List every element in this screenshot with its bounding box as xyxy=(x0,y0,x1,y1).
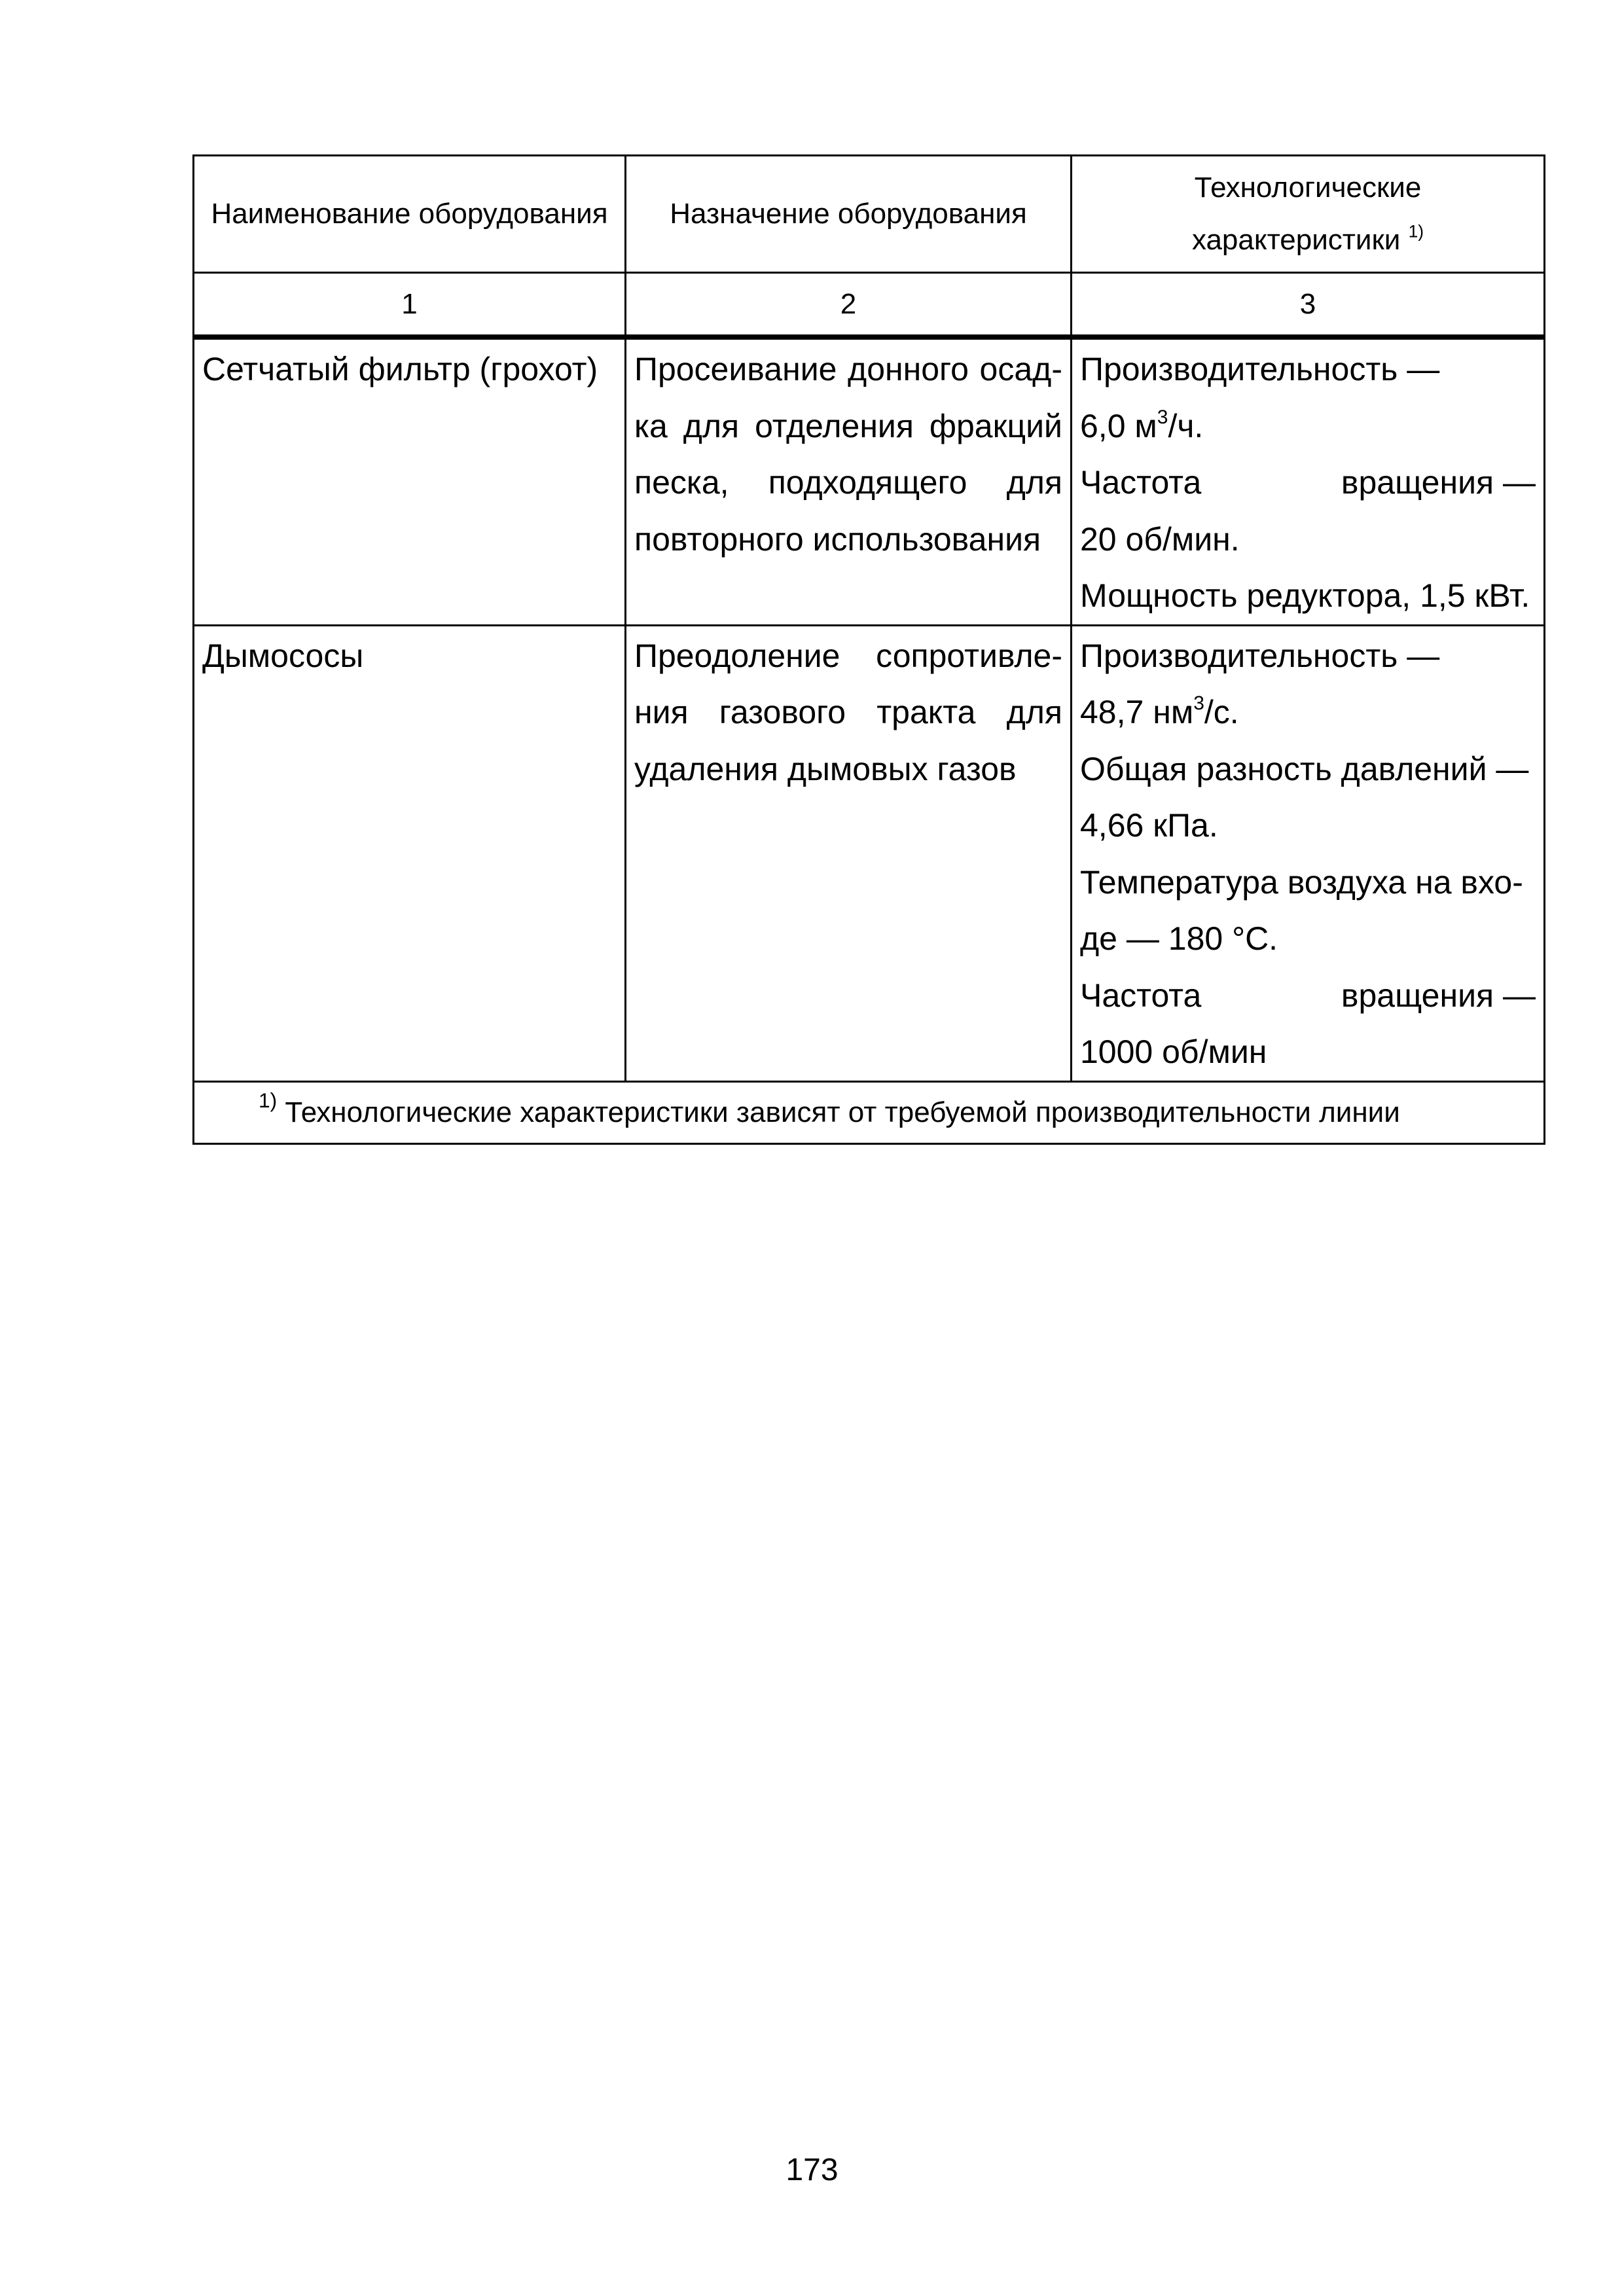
purpose-word: для xyxy=(1006,464,1062,501)
table-header-row xyxy=(194,156,1545,273)
header-cell-name xyxy=(194,156,626,273)
equipment-characteristics-cell xyxy=(1072,625,1545,1081)
purpose-word: тракта xyxy=(876,694,976,730)
purpose-word: отделения xyxy=(755,407,914,444)
characteristic-word: Частота xyxy=(1080,464,1202,501)
footnote-text: Технологические характеристики зависят от требуемой производительности линии xyxy=(277,1096,1400,1128)
characteristic-unit: /с. xyxy=(1204,694,1239,730)
purpose-word: для xyxy=(683,407,740,444)
purpose-line xyxy=(634,398,1062,455)
page-number: 173 xyxy=(785,2153,839,2187)
header-purpose-text: Назначение оборудования xyxy=(670,198,1027,230)
header-characteristics-line2 xyxy=(1076,214,1540,266)
purpose-line xyxy=(634,684,1062,741)
purpose-word: осад- xyxy=(979,351,1062,387)
characteristic-line xyxy=(1080,398,1536,455)
table-footnote-row xyxy=(194,1081,1545,1143)
footnote-mark: 1) xyxy=(259,1088,278,1112)
equipment-purpose-cell xyxy=(626,337,1072,625)
characteristic-line: Производительность — xyxy=(1080,637,1440,674)
header-characteristics xyxy=(1072,162,1543,266)
purpose-word: сопротивле- xyxy=(876,637,1062,674)
purpose-line: повторного использования xyxy=(634,520,1041,558)
purpose-line xyxy=(634,341,1062,398)
header-cell-purpose xyxy=(626,156,1072,273)
characteristic-line: Мощность редуктора, 1,5 кВт. xyxy=(1080,577,1530,614)
purpose-word: фракций xyxy=(929,407,1062,444)
purpose-word: песка, xyxy=(634,464,729,501)
purpose-line xyxy=(634,454,1062,511)
purpose-line xyxy=(634,628,1062,685)
equipment-name-cell xyxy=(194,337,626,625)
characteristic-line: Производительность — xyxy=(1080,351,1440,387)
characteristic-line: 1000 об/мин xyxy=(1080,1033,1267,1070)
characteristic-word: Частота xyxy=(1080,977,1202,1014)
characteristic-unit: /ч. xyxy=(1168,407,1204,444)
equipment-name: Дымососы xyxy=(202,637,364,674)
superscript: 3 xyxy=(1193,692,1204,714)
purpose-word: для xyxy=(1006,694,1062,730)
characteristic-value: 6,0 м xyxy=(1080,407,1157,444)
column-number-1: 1 xyxy=(194,273,626,338)
table-row-smoke-exhausters xyxy=(194,625,1545,1081)
header-cell-characteristics xyxy=(1072,156,1545,273)
equipment-purpose-cell xyxy=(626,625,1072,1081)
purpose-word: Просеивание xyxy=(634,351,837,387)
header-characteristics-line2-text: характеристики xyxy=(1191,224,1401,256)
footnote-ref-mark: 1) xyxy=(1408,221,1424,242)
characteristic-line: де — 180 °С. xyxy=(1080,920,1278,957)
equipment-name-cell xyxy=(194,625,626,1081)
table-footnote xyxy=(194,1081,1545,1143)
header-name-text: Наименование оборудования xyxy=(211,198,608,230)
characteristic-word: вращения — xyxy=(1341,977,1536,1014)
purpose-line: удаления дымовых газов xyxy=(634,750,1017,787)
characteristic-line xyxy=(1080,454,1536,511)
column-number-2: 2 xyxy=(626,273,1072,338)
table-row-screen-filter xyxy=(194,337,1545,625)
header-characteristics-line1: Технологические xyxy=(1194,171,1422,204)
characteristic-line xyxy=(1080,684,1536,741)
characteristic-word: вращения — xyxy=(1341,464,1536,501)
purpose-word: подходящего xyxy=(768,464,967,501)
equipment-name: Сетчатый фильтр (грохот) xyxy=(202,351,598,387)
characteristic-line: Температура воздуха на вхо- xyxy=(1080,863,1523,901)
characteristic-value: 48,7 нм xyxy=(1080,694,1194,730)
purpose-word: газового xyxy=(719,694,846,730)
characteristic-line: 4,66 кПа. xyxy=(1080,807,1218,844)
equipment-table xyxy=(192,154,1545,1145)
characteristic-line: Общая разность давлений — xyxy=(1080,750,1529,787)
purpose-word: ния xyxy=(634,694,689,730)
equipment-characteristics-cell xyxy=(1072,337,1545,625)
purpose-word: донного xyxy=(848,351,969,387)
characteristic-line xyxy=(1080,967,1536,1024)
column-number-3: 3 xyxy=(1072,273,1545,338)
column-number-row xyxy=(194,273,1545,338)
superscript: 3 xyxy=(1157,406,1168,428)
purpose-word: Преодоление xyxy=(634,637,840,674)
purpose-word: ка xyxy=(634,407,668,444)
characteristic-line: 20 об/мин. xyxy=(1080,520,1240,558)
